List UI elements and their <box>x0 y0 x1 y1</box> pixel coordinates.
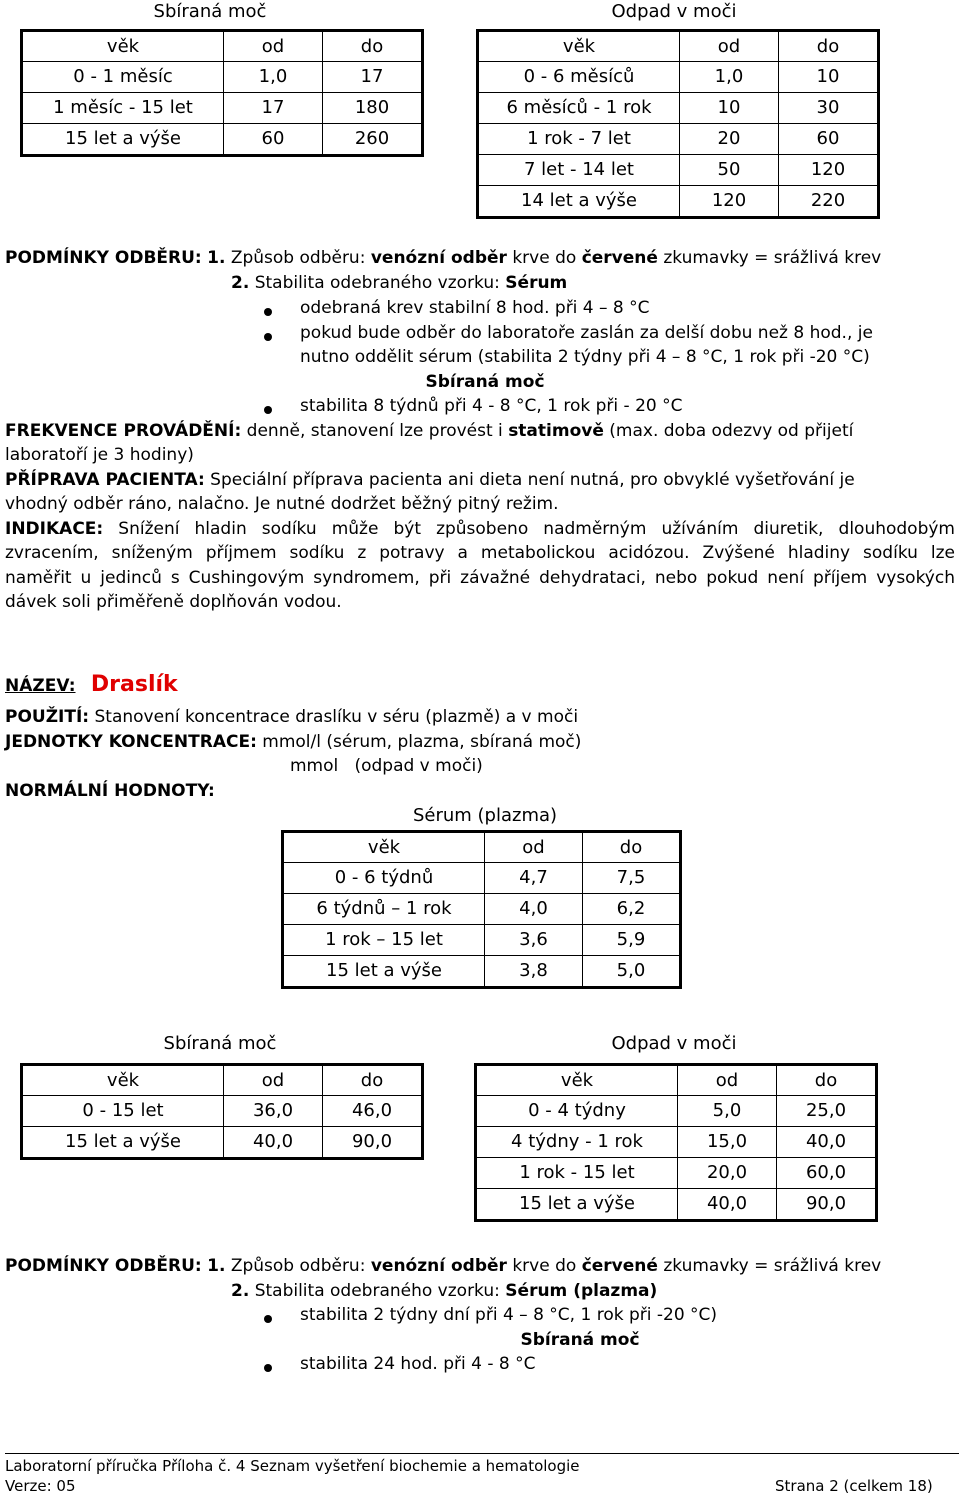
table-header-cell: věk <box>22 1065 224 1096</box>
table-cell: 6 měsíců - 1 rok <box>478 93 680 124</box>
condition-bold: venózní odběr <box>370 248 507 268</box>
pouziti-label: POUŽITÍ: <box>5 707 90 727</box>
odpad-v-moci-table <box>476 29 880 219</box>
table-cell: 60 <box>779 124 879 155</box>
table-row <box>478 93 879 124</box>
stability-bullet-3: stabilita 8 týdnů při 4 - 8 °C, 1 rok při - 20 °C <box>300 396 683 416</box>
table-cell: 15 let a výše <box>283 956 485 988</box>
condition-bold: venózní odběr <box>370 1256 507 1276</box>
frekvence-label: FREKVENCE PROVÁDĚNÍ: <box>5 421 242 441</box>
footer-page: Strana 2 (celkem 18) <box>775 1477 933 1495</box>
frekvence-provadeni-cont: laboratoří je 3 hodiny) <box>5 445 194 465</box>
stability-bullet-2: stabilita 24 hod. při 4 - 8 °C <box>300 1354 536 1374</box>
table-row <box>476 1158 877 1189</box>
odpad-v-moci-caption: Odpad v moči <box>611 1033 737 1054</box>
indikace-line-4: dávek soli přiměřeně doplňován vodou. <box>5 592 342 612</box>
table-cell: 120 <box>680 186 779 218</box>
table-row <box>283 925 681 956</box>
jednotky-koncentrace-cont: mmol (odpad v moči) <box>290 756 483 776</box>
sbirana-moc-table <box>20 1063 424 1160</box>
table-cell: 40,0 <box>777 1127 877 1158</box>
table-row <box>22 124 423 156</box>
odpad-v-moci-caption: Odpad v moči <box>611 1 737 22</box>
table-cell: 15 let a výše <box>22 1127 224 1159</box>
priprava-pacienta <box>5 468 855 493</box>
table-cell: 260 <box>323 124 423 156</box>
sbirana-moc-caption: Sbíraná moč <box>163 1033 277 1054</box>
jednotky-label: JEDNOTKY KONCENTRACE: <box>5 732 257 752</box>
sbirana-moc-caption: Sbíraná moč <box>153 1 267 22</box>
table-header-cell: do <box>583 832 681 863</box>
table-cell: 0 - 1 měsíc <box>22 62 224 93</box>
priprava-label: PŘÍPRAVA PACIENTA: <box>5 470 205 490</box>
table-cell: 40,0 <box>224 1127 323 1159</box>
table-header-row <box>22 1065 423 1096</box>
table-header-cell: do <box>777 1065 877 1096</box>
table-cell: 7 let - 14 let <box>478 155 680 186</box>
table-row <box>283 863 681 894</box>
condition-text: zkumavky = srážlivá krev <box>657 248 882 268</box>
stability-bullet-1: odebraná krev stabilní 8 hod. při 4 – 8 °C <box>300 298 650 318</box>
table-row <box>478 62 879 93</box>
podminky-odberu-2 <box>231 271 567 296</box>
frekvence-provadeni <box>5 419 853 444</box>
table-cell: 1 rok – 15 let <box>283 925 485 956</box>
table-row <box>476 1127 877 1158</box>
table-cell: 50 <box>680 155 779 186</box>
frekvence-text: denně, stanovení lze provést i <box>241 421 509 441</box>
condition-text: Stabilita odebraného vzorku: <box>249 1281 506 1301</box>
condition-text: Stabilita odebraného vzorku: <box>249 273 506 293</box>
indikace-text: Snížení hladin sodíku může být způsobeno nadměrným užíváním diuretik, dlouhodobým <box>118 519 955 539</box>
table-header-cell: do <box>779 31 879 62</box>
table-cell: 220 <box>779 186 879 218</box>
nazev <box>5 672 178 699</box>
odpad-v-moci-table <box>474 1063 878 1222</box>
table-cell: 4,0 <box>485 894 583 925</box>
frekvence-bold: statimově <box>508 421 604 441</box>
table-row <box>476 1189 877 1221</box>
table-cell: 1 měsíc - 15 let <box>22 93 224 124</box>
table-row <box>476 1096 877 1127</box>
serum-plazma-table <box>281 830 682 989</box>
table-cell: 30 <box>779 93 879 124</box>
table-header-cell: věk <box>478 31 680 62</box>
podminky-label: PODMÍNKY ODBĚRU: <box>5 248 202 268</box>
table-cell: 60 <box>224 124 323 156</box>
normalni-hodnoty-label: NORMÁLNÍ HODNOTY: <box>5 781 215 801</box>
indikace-line-3: naměřit u jedinců s Cushingovým syndromem, při závažné dehydrataci, nebo pokud není příjem vysokých <box>5 568 955 588</box>
table-header-cell: do <box>323 31 423 62</box>
pouziti <box>5 705 578 730</box>
table-cell: 15 let a výše <box>22 124 224 156</box>
table-cell: 1,0 <box>224 62 323 93</box>
table-cell: 15 let a výše <box>476 1189 678 1221</box>
table-cell: 90,0 <box>777 1189 877 1221</box>
table-cell: 14 let a výše <box>478 186 680 218</box>
table-cell: 6,2 <box>583 894 681 925</box>
table-cell: 1 rok - 7 let <box>478 124 680 155</box>
condition-number: 1. <box>207 248 226 268</box>
condition-text: krve do <box>506 1256 582 1276</box>
frekvence-text: (max. doba odezvy od přijetí <box>603 421 854 441</box>
table-row <box>22 1127 423 1159</box>
table-cell: 180 <box>323 93 423 124</box>
sbirana-moc-table <box>20 29 424 157</box>
podminky-odberu-1 <box>5 246 881 271</box>
bullet-icon <box>264 333 272 341</box>
stability-bullet-1: stabilita 2 týdny dní při 4 – 8 °C, 1 rok při -20 °C) <box>300 1305 718 1325</box>
condition-text: Způsob odběru: <box>225 1256 371 1276</box>
condition-bold: Sérum (plazma) <box>505 1281 658 1301</box>
condition-number: 2. <box>231 1281 250 1301</box>
table-header-row <box>22 31 423 62</box>
table-cell: 36,0 <box>224 1096 323 1127</box>
table-cell: 25,0 <box>777 1096 877 1127</box>
serum-plazma-caption: Sérum (plazma) <box>412 805 558 826</box>
table-row <box>478 124 879 155</box>
table-cell: 15,0 <box>678 1127 777 1158</box>
table-cell: 20 <box>680 124 779 155</box>
indikace-line-2: zvracením, sníženým příjmem sodíku z potravy a metabolickou acidózou. Zvýšené hladiny sodíku lze <box>5 543 955 563</box>
bullet-icon <box>264 406 272 414</box>
condition-bold: červené <box>581 248 658 268</box>
table-cell: 5,9 <box>583 925 681 956</box>
table-header-row <box>283 832 681 863</box>
table-header-cell: věk <box>283 832 485 863</box>
table-cell: 17 <box>323 62 423 93</box>
podminky-odberu-2 <box>231 1279 657 1304</box>
table-cell: 5,0 <box>583 956 681 988</box>
table-cell: 90,0 <box>323 1127 423 1159</box>
pouziti-value: Stanovení koncentrace draslíku v séru (plazmě) a v moči <box>89 707 579 727</box>
condition-bold: Sérum <box>505 273 568 293</box>
table-row <box>22 93 423 124</box>
table-cell: 17 <box>224 93 323 124</box>
indikace-label: INDIKACE: <box>5 519 104 539</box>
table-cell: 3,8 <box>485 956 583 988</box>
podminky-odberu-1 <box>5 1254 881 1279</box>
table-header-cell: od <box>678 1065 777 1096</box>
table-cell: 40,0 <box>678 1189 777 1221</box>
table-cell: 10 <box>680 93 779 124</box>
table-cell: 1 rok - 15 let <box>476 1158 678 1189</box>
priprava-text: Speciální příprava pacienta ani dieta není nutná, pro obvyklé vyšetřování je <box>204 470 855 490</box>
condition-number: 1. <box>207 1256 226 1276</box>
table-cell: 10 <box>779 62 879 93</box>
bullet-icon <box>264 308 272 316</box>
table-cell: 0 - 4 týdny <box>476 1096 678 1127</box>
table-cell: 1,0 <box>680 62 779 93</box>
jednotky-value: mmol/l (sérum, plazma, sbíraná moč) <box>256 732 582 752</box>
jednotky-koncentrace <box>5 730 581 755</box>
table-cell: 46,0 <box>323 1096 423 1127</box>
table-row <box>283 894 681 925</box>
table-header-cell: od <box>224 31 323 62</box>
table-cell: 0 - 15 let <box>22 1096 224 1127</box>
condition-text: krve do <box>506 248 582 268</box>
stability-bullet-2-cont: nutno oddělit sérum (stabilita 2 týdny při 4 – 8 °C, 1 rok při -20 °C) <box>300 347 870 367</box>
table-header-cell: věk <box>22 31 224 62</box>
table-row <box>478 155 879 186</box>
table-cell: 4 týdny - 1 rok <box>476 1127 678 1158</box>
table-cell: 0 - 6 měsíců <box>478 62 680 93</box>
footer-divider <box>5 1453 959 1454</box>
table-cell: 0 - 6 týdnů <box>283 863 485 894</box>
footer-title: Laboratorní příručka Příloha č. 4 Seznam vyšetření biochemie a hematologie <box>5 1457 580 1475</box>
priprava-pacienta-cont: vhodný odběr ráno, nalačno. Je nutné dodržet běžný pitný režim. <box>5 494 559 514</box>
table-row <box>283 956 681 988</box>
nazev-label: NÁZEV: <box>5 676 76 696</box>
nazev-value: Draslík <box>90 672 178 697</box>
table-cell: 7,5 <box>583 863 681 894</box>
table-header-cell: věk <box>476 1065 678 1096</box>
table-cell: 3,6 <box>485 925 583 956</box>
table-cell: 4,7 <box>485 863 583 894</box>
table-cell: 6 týdnů – 1 rok <box>283 894 485 925</box>
sbirana-moc-heading: Sbíraná moč <box>520 1330 640 1350</box>
sbirana-moc-heading: Sbíraná moč <box>425 372 545 392</box>
table-header-cell: do <box>323 1065 423 1096</box>
table-header-cell: od <box>224 1065 323 1096</box>
condition-text: Způsob odběru: <box>225 248 371 268</box>
stability-bullet-2: pokud bude odběr do laboratoře zaslán za delší dobu než 8 hod., je <box>300 323 873 343</box>
table-row <box>22 62 423 93</box>
table-header-cell: od <box>485 832 583 863</box>
table-cell: 60,0 <box>777 1158 877 1189</box>
table-header-row <box>478 31 879 62</box>
indikace-line-1 <box>5 517 955 542</box>
table-header-cell: od <box>680 31 779 62</box>
table-header-row <box>476 1065 877 1096</box>
table-cell: 20,0 <box>678 1158 777 1189</box>
podminky-label: PODMÍNKY ODBĚRU: <box>5 1256 202 1276</box>
table-cell: 5,0 <box>678 1096 777 1127</box>
bullet-icon <box>264 1364 272 1372</box>
condition-text: zkumavky = srážlivá krev <box>657 1256 882 1276</box>
table-row <box>22 1096 423 1127</box>
table-cell: 120 <box>779 155 879 186</box>
footer-version: Verze: 05 <box>5 1477 76 1495</box>
bullet-icon <box>264 1315 272 1323</box>
condition-number: 2. <box>231 273 250 293</box>
table-row <box>478 186 879 218</box>
condition-bold: červené <box>581 1256 658 1276</box>
